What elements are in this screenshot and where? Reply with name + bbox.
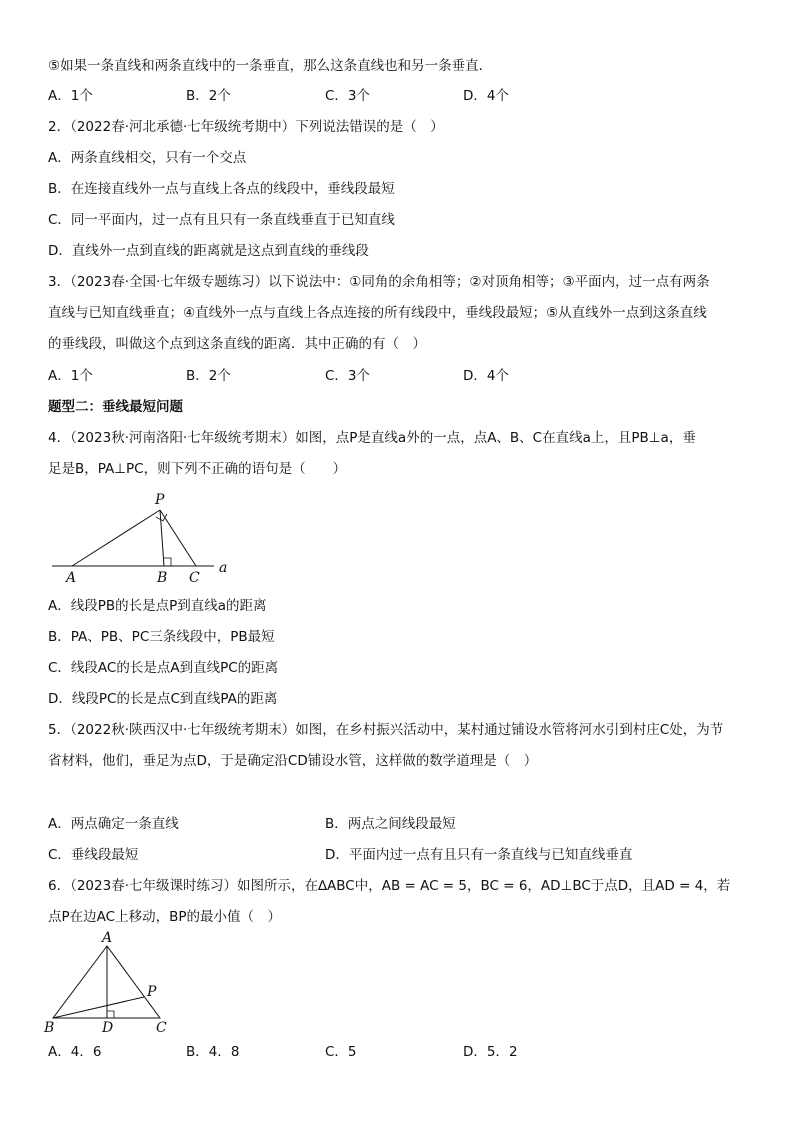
q6-option-b[interactable]: B．4．8 xyxy=(186,1044,240,1060)
q4-option-b[interactable]: B．PA、PB、PC三条线段中，PB最短 xyxy=(48,629,275,645)
q3-stem-line-1: 3．（2023春·全国·七年级专题练习）以下说法中：①同角的余角相等；②对顶角相等；③平面内，过一点有两条 xyxy=(48,274,710,290)
q5-stem-line-2: 省材料，他们，垂足为点D，于是确定沿CD铺设水管，这样做的数学道理是（ ） xyxy=(48,753,538,769)
q1-option-d[interactable]: D．4个 xyxy=(463,88,509,104)
label-b: B xyxy=(157,570,168,586)
q6-option-a[interactable]: A．4．6 xyxy=(48,1044,102,1060)
right-angle-b xyxy=(164,558,171,566)
label-a: A xyxy=(102,930,113,946)
q2-option-b[interactable]: B．在连接直线外一点与直线上各点的线段中，垂线段最短 xyxy=(48,181,395,197)
q3-option-c[interactable]: C．3个 xyxy=(325,368,371,384)
q6-stem-line-2: 点P在边AC上移动，BP的最小值（ ） xyxy=(48,909,281,925)
segment-pb xyxy=(160,510,164,566)
label-line-a: a xyxy=(219,560,228,576)
q3-option-a[interactable]: A．1个 xyxy=(48,368,93,384)
q3-stem-line-2: 直线与已知直线垂直；④直线外一点与直线上各点连接的所有线段中，垂线段最短；⑤从直线外一点到这条直线 xyxy=(48,305,707,321)
q5-option-c[interactable]: C．垂线段最短 xyxy=(48,847,139,863)
label-d: D xyxy=(102,1020,114,1036)
q4-option-a[interactable]: A．线段PB的长是点P到直线a的距离 xyxy=(48,598,267,614)
q4-stem-line-2: 足是B，PA⊥PC，则下列不正确的语句是（ ） xyxy=(48,461,347,477)
label-a: A xyxy=(66,570,77,586)
right-angle-d xyxy=(107,1011,114,1018)
q4-stem-line-1: 4．（2023秋·河南洛阳·七年级统考期末）如图，点P是直线a外的一点，点A、B、C在直线a上，且PB⊥a，垂 xyxy=(48,430,696,446)
q5-option-a[interactable]: A．两点确定一条直线 xyxy=(48,816,179,832)
segment-pc xyxy=(160,510,196,566)
q2-option-a[interactable]: A．两条直线相交，只有一个交点 xyxy=(48,150,247,166)
q6-option-d[interactable]: D．5．2 xyxy=(463,1044,518,1060)
q4-figure xyxy=(0,480,260,590)
section-heading: 题型二：垂线最短问题 xyxy=(48,399,183,415)
q2-stem: 2．（2022春·河北承德·七年级统考期中）下列说法错误的是（ ） xyxy=(48,119,444,135)
label-p: P xyxy=(155,492,165,508)
q5-option-d[interactable]: D．平面内过一点有且只有一条直线与已知直线垂直 xyxy=(325,847,633,863)
q3-stem-line-3: 的垂线段，叫做这个点到这条直线的距离．其中正确的有（ ） xyxy=(48,336,426,352)
q4-option-d[interactable]: D．线段PC的长是点C到直线PA的距离 xyxy=(48,691,278,707)
q2-option-d[interactable]: D．直线外一点到直线的距离就是这点到直线的垂线段 xyxy=(48,243,369,259)
q3-option-b[interactable]: B．2个 xyxy=(186,368,231,384)
q2-option-c[interactable]: C．同一平面内，过一点有且只有一条直线垂直于已知直线 xyxy=(48,212,395,228)
statement-5: ⑤如果一条直线和两条直线中的一条垂直，那么这条直线也和另一条垂直． xyxy=(48,58,493,74)
q1-option-c[interactable]: C．3个 xyxy=(325,88,371,104)
q5-option-b[interactable]: B．两点之间线段最短 xyxy=(325,816,456,832)
segment-pa xyxy=(72,510,160,566)
right-angle-p xyxy=(156,514,167,521)
label-c: C xyxy=(156,1020,167,1036)
q3-option-d[interactable]: D．4个 xyxy=(463,368,509,384)
q1-option-a[interactable]: A．1个 xyxy=(48,88,93,104)
q1-option-b[interactable]: B．2个 xyxy=(186,88,231,104)
q6-option-c[interactable]: C．5 xyxy=(325,1044,357,1060)
q5-stem-line-1: 5．（2022秋·陕西汉中·七年级统考期末）如图，在乡村振兴活动中，某村通过铺设水管将河水引到村庄C处，为节 xyxy=(48,722,724,738)
label-p: P xyxy=(147,984,157,1000)
q6-stem-line-1: 6．（2023春·七年级课时练习）如图所示，在∆ABC中，AB = AC = 5，BC = 6，AD⊥BC于点D，且AD = 4，若 xyxy=(48,878,731,894)
label-b: B xyxy=(44,1020,55,1036)
label-c: C xyxy=(189,570,200,586)
q4-option-c[interactable]: C．线段AC的长是点A到直线PC的距离 xyxy=(48,660,279,676)
q6-figure xyxy=(0,928,220,1038)
